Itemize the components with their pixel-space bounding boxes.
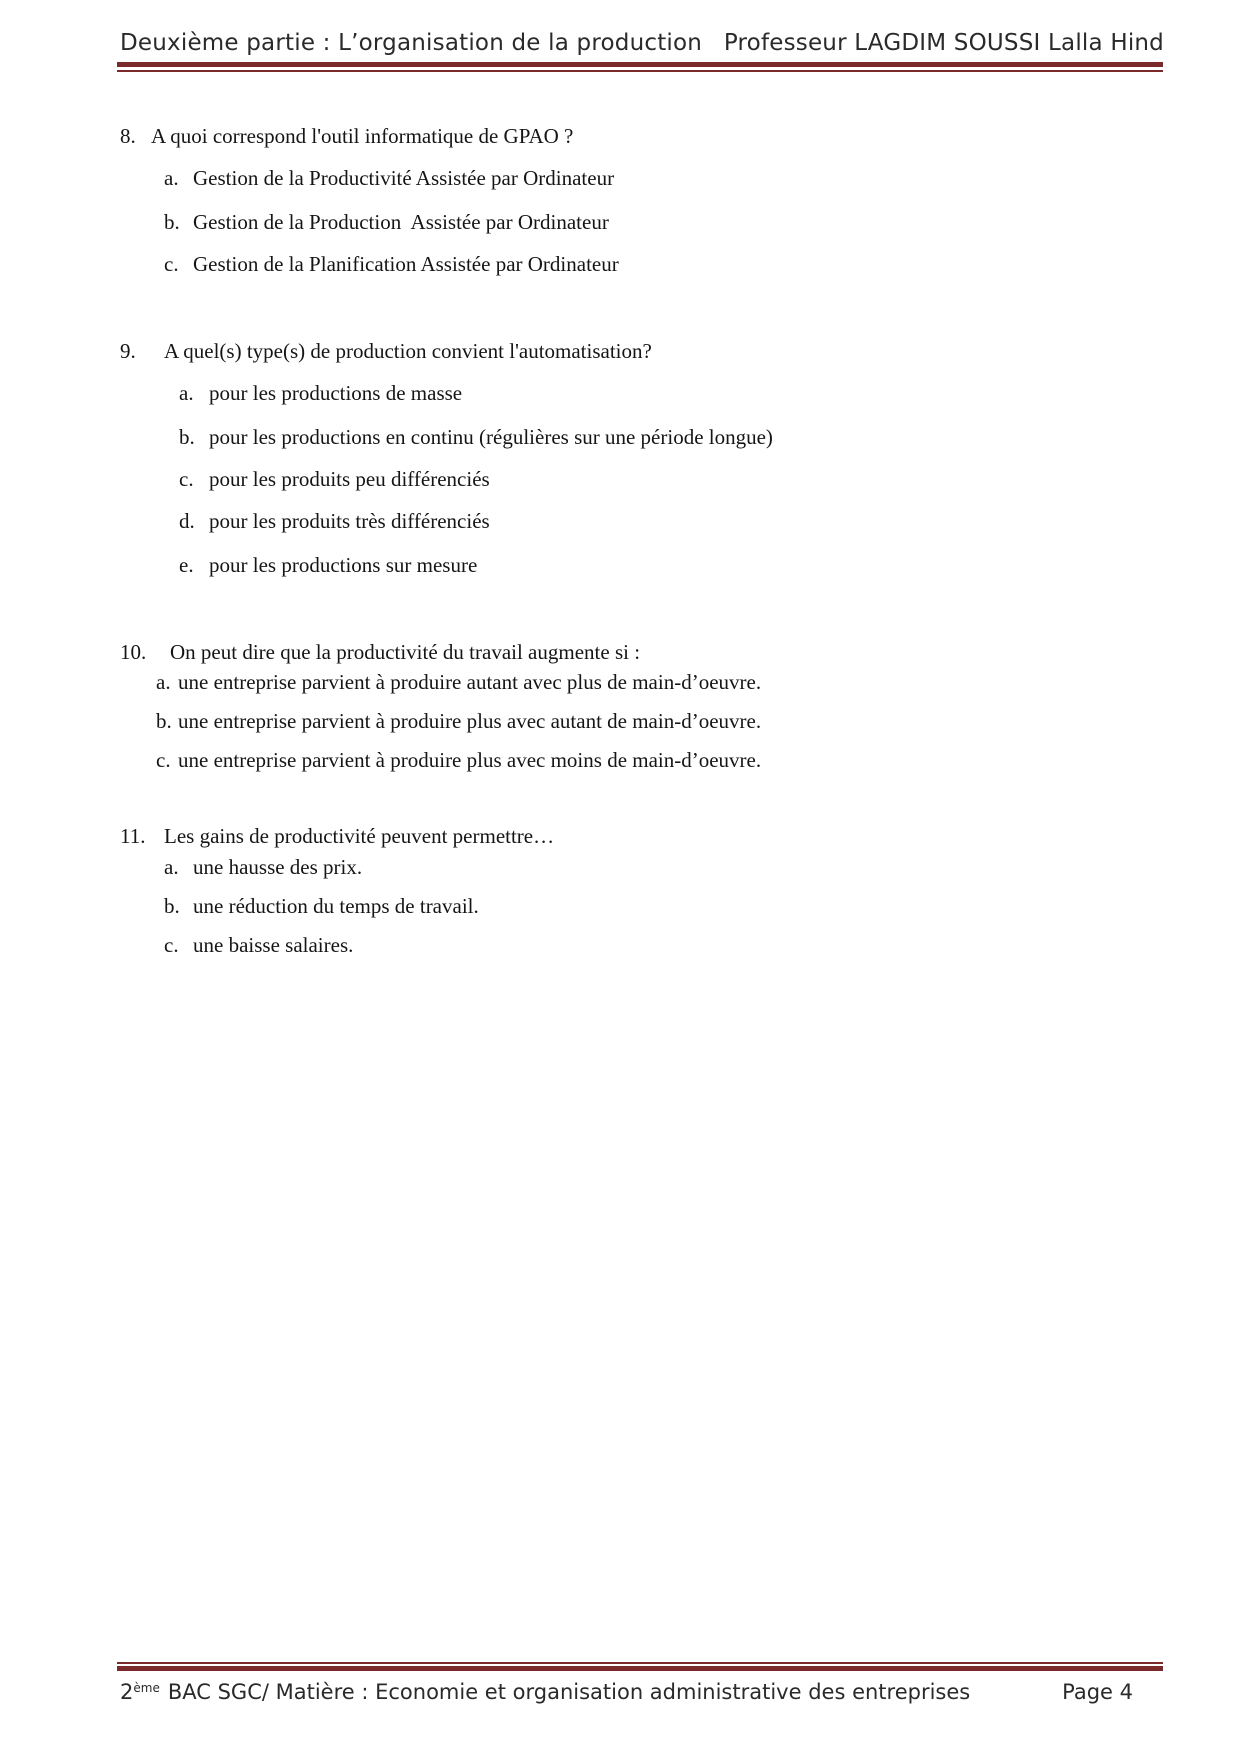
question-number: 11. xyxy=(120,824,146,848)
option-text: pour les produits très différenciés xyxy=(209,509,490,533)
footer-course xyxy=(120,1680,970,1704)
header-author: Professeur LAGDIM SOUSSI Lalla Hind xyxy=(723,30,1164,56)
footer-rule xyxy=(117,1666,1163,1671)
option-letter: b. xyxy=(164,894,180,918)
header-rule-thin xyxy=(117,70,1163,72)
question-number: 10. xyxy=(120,640,147,664)
footer-level-sup: ème xyxy=(133,1681,160,1695)
option-text: pour les productions sur mesure xyxy=(209,553,478,577)
option-text: une réduction du temps de travail. xyxy=(193,894,479,918)
footer-level: 2 xyxy=(120,1680,134,1704)
option-text: pour les productions en continu (régulières sur une période longue) xyxy=(209,425,773,449)
question-text: A quoi correspond l'outil informatique de GPAO ? xyxy=(151,124,574,148)
option-letter: b. xyxy=(164,210,180,234)
option-text: une entreprise parvient à produire plus avec moins de main-d’oeuvre. xyxy=(178,748,762,772)
question-text: On peut dire que la productivité du travail augmente si : xyxy=(170,640,641,664)
option-text: une entreprise parvient à produire autant avec plus de main-d’oeuvre. xyxy=(178,670,762,694)
question-number: 8. xyxy=(120,124,136,148)
option-letter: a. xyxy=(156,670,171,694)
option-letter: c. xyxy=(164,252,179,276)
question-text: Les gains de productivité peuvent permettre… xyxy=(164,824,555,848)
question-number: 9. xyxy=(120,339,136,363)
footer-rule-thin xyxy=(117,1662,1163,1664)
header-rule xyxy=(117,62,1163,67)
option-letter: c. xyxy=(156,748,171,772)
option-letter: a. xyxy=(179,381,194,405)
question-text: A quel(s) type(s) de production convient l'automatisation? xyxy=(164,339,652,363)
header-title: Deuxième partie : L’organisation de la production xyxy=(120,30,703,56)
option-text: Gestion de la Planification Assistée par Ordinateur xyxy=(193,252,619,276)
option-text: une hausse des prix. xyxy=(193,855,363,879)
option-letter: b. xyxy=(156,709,172,733)
option-letter: e. xyxy=(179,553,194,577)
option-text: Gestion de la Productivité Assistée par Ordinateur xyxy=(193,166,615,190)
option-letter: c. xyxy=(179,467,194,491)
option-letter: b. xyxy=(179,425,195,449)
option-letter: a. xyxy=(164,855,179,879)
option-text: une baisse salaires. xyxy=(193,933,354,957)
option-text: une entreprise parvient à produire plus avec autant de main-d’oeuvre. xyxy=(178,709,762,733)
option-letter: a. xyxy=(164,166,179,190)
option-text: pour les productions de masse xyxy=(209,381,463,405)
footer-subject: BAC SGC/ Matière : Economie et organisation administrative des entreprises xyxy=(167,1680,971,1704)
footer-page-number: Page 4 xyxy=(1062,1680,1133,1704)
option-letter: c. xyxy=(164,933,179,957)
option-letter: d. xyxy=(179,509,195,533)
option-text: pour les produits peu différenciés xyxy=(209,467,490,491)
option-text: Gestion de la Production Assistée par Ordinateur xyxy=(193,210,609,234)
